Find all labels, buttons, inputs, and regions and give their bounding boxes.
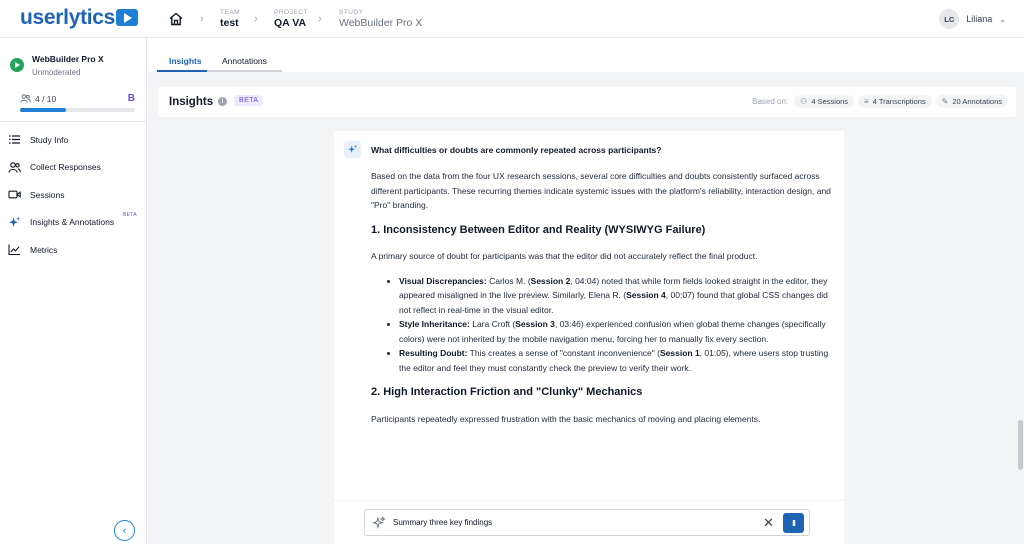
sidebar-divider xyxy=(0,121,146,122)
bullet-text: Lara Croft ( xyxy=(469,319,516,329)
sidebar-item-label: Metrics xyxy=(30,244,58,255)
top-bar xyxy=(0,0,1024,38)
home-icon[interactable] xyxy=(168,11,184,27)
clear-icon[interactable]: ✕ xyxy=(763,515,774,530)
tab-bar xyxy=(148,38,1024,72)
video-icon xyxy=(8,188,21,201)
bullet-title: Resulting Doubt: xyxy=(399,348,468,358)
list-item xyxy=(399,317,831,346)
bullet-text: , 00:07) found that global CSS changes did not reflect in real-time in the visual editor. xyxy=(399,290,828,315)
beta-badge: BETA xyxy=(123,211,137,218)
prompt-text: Summary three key findings xyxy=(393,518,493,527)
user-name: Liliana xyxy=(966,14,993,24)
chip-label: 4 Transcriptions xyxy=(872,97,926,106)
section-heading-2: 2. High Interaction Friction and "Clunky" Mechanics xyxy=(371,386,643,398)
users-icon: ⚇ xyxy=(800,97,808,106)
list-item xyxy=(399,274,831,318)
breadcrumb-study xyxy=(339,9,422,29)
sparkle-icon xyxy=(8,216,21,229)
prompt-bar xyxy=(334,500,844,544)
chevron-down-icon: ⌄ xyxy=(999,14,1006,24)
insights-title: Insights xyxy=(169,96,214,108)
breadcrumb-team[interactable] xyxy=(220,9,240,29)
chevron-left-icon: ‹ xyxy=(122,524,127,537)
info-icon[interactable]: i xyxy=(218,97,227,106)
breadcrumb-study-value: WebBuilder Pro X xyxy=(339,17,423,29)
tab-annotations[interactable]: Annotations xyxy=(222,56,267,66)
breadcrumb-project-value: QA VA xyxy=(274,17,307,29)
edit-note-icon: ✎ xyxy=(941,97,949,106)
users-icon xyxy=(8,161,21,174)
tab-insights[interactable]: Insights xyxy=(169,56,202,66)
sidebar-item-metrics[interactable] xyxy=(8,236,140,264)
sparkle-icon xyxy=(372,516,386,530)
sidebar-item-sessions[interactable] xyxy=(8,181,140,209)
study-header xyxy=(10,54,104,77)
scrollbar[interactable] xyxy=(1018,420,1023,470)
list-item xyxy=(399,346,831,375)
sessions-chip[interactable] xyxy=(794,95,854,108)
bullet-text: , 04:04) noted that while form fields looked straight in the editor, they appeared misaligned in the live preview. Similarly, Elena R. ( xyxy=(399,275,828,300)
bullet-text: Carlos M. ( xyxy=(486,275,531,286)
active-tab-indicator xyxy=(157,70,207,72)
sidebar-item-label: Collect Responses xyxy=(30,162,101,173)
play-status-icon xyxy=(10,58,24,72)
bullet-text: , 01:05), where users stop trusting the editor and feel they must constantly check the preview to verify their work. xyxy=(399,348,829,373)
chart-icon xyxy=(8,243,21,256)
progress-row xyxy=(20,93,135,104)
breadcrumb-team-value: test xyxy=(220,17,239,29)
collapse-sidebar-button[interactable] xyxy=(114,520,135,541)
pause-button[interactable]: II xyxy=(783,513,804,533)
section-paragraph-2: Participants repeatedly expressed frustration with the basic mechanics of moving and placing elements. xyxy=(371,413,761,424)
sidebar-nav xyxy=(8,126,140,264)
sidebar-item-insights-annotations[interactable] xyxy=(8,209,140,237)
section-heading-1: 1. Inconsistency Between Editor and Reality (WYSIWYG Failure) xyxy=(371,223,706,236)
logo-text: userlytics xyxy=(20,6,116,29)
ai-sparkle-icon xyxy=(344,141,361,158)
bullet-title: Visual Discrepancies: xyxy=(399,275,487,286)
breadcrumb-project[interactable] xyxy=(274,9,308,29)
sidebar-item-label: Study Info xyxy=(30,134,69,145)
chip-label: 20 Annotations xyxy=(952,97,1002,106)
bullet-text: , 03:46) experienced confusion when global theme changes (specifically colors) were not inherited by the mobile navigation menu, forcing her to manually fix every section. xyxy=(399,319,826,344)
userlytics-logo[interactable] xyxy=(20,6,138,30)
based-on-label: Based on: xyxy=(752,97,789,106)
chevron-right-icon: › xyxy=(318,13,322,25)
study-name: WebBuilder Pro X xyxy=(32,54,104,64)
bullet-text: This creates a sense of "constant inconvenience" ( xyxy=(467,348,660,358)
breadcrumb-team-label: TEAM xyxy=(220,9,241,16)
avatar: LC xyxy=(939,9,959,29)
answer-body xyxy=(371,169,831,436)
based-on xyxy=(752,95,1008,108)
sidebar xyxy=(0,38,147,544)
breadcrumb-project-label: PROJECT xyxy=(274,9,308,16)
section-paragraph-1: A primary source of doubt for participants was that the editor did not accurately reflect the final product. xyxy=(371,251,758,261)
list-icon xyxy=(8,133,21,146)
session-ref: Session 1 xyxy=(659,348,700,358)
prompt-input[interactable] xyxy=(364,509,810,536)
user-menu[interactable] xyxy=(939,9,1006,29)
lines-icon: ≡ xyxy=(864,97,869,106)
chevron-right-icon: › xyxy=(254,13,258,25)
chevron-right-icon: › xyxy=(200,13,204,25)
logo-play-icon xyxy=(116,9,138,26)
transcriptions-chip[interactable] xyxy=(858,95,932,108)
progress-bar-fill xyxy=(20,108,66,112)
sidebar-item-collect-responses[interactable] xyxy=(8,154,140,182)
main-content xyxy=(148,38,1024,544)
question-text: What difficulties or doubts are commonly repeated across participants? xyxy=(371,145,662,155)
sidebar-item-study-info[interactable] xyxy=(8,126,140,154)
session-ref: Session 4 xyxy=(626,290,666,300)
findings-list xyxy=(371,274,831,376)
insights-header xyxy=(158,87,1016,117)
participants-icon xyxy=(20,94,31,103)
answer-card xyxy=(334,131,844,544)
session-ref: Session 3 xyxy=(515,319,555,329)
grade-badge: B xyxy=(127,93,135,104)
answer-intro: Based on the data from the four UX research sessions, several core difficulties and doubts consistently surfaced across different participants. These recurring themes indicate systemic issues with the platform's reliability, interaction design, and "Pro" branding. xyxy=(371,171,831,210)
bullet-title: Style Inheritance: xyxy=(399,319,470,329)
progress-count: 4 / 10 xyxy=(35,93,57,104)
sidebar-item-label: Sessions xyxy=(30,189,65,200)
chip-label: 4 Sessions xyxy=(811,97,849,106)
beta-badge: BETA xyxy=(234,95,263,106)
study-type: Unmoderated xyxy=(32,68,81,77)
tab-underline xyxy=(157,70,282,72)
breadcrumb-study-label: STUDY xyxy=(339,9,364,16)
sidebar-item-label: Insights & Annotations xyxy=(30,217,115,228)
progress-bar xyxy=(20,108,135,112)
annotations-chip[interactable] xyxy=(936,95,1008,108)
session-ref: Session 2 xyxy=(530,275,571,286)
